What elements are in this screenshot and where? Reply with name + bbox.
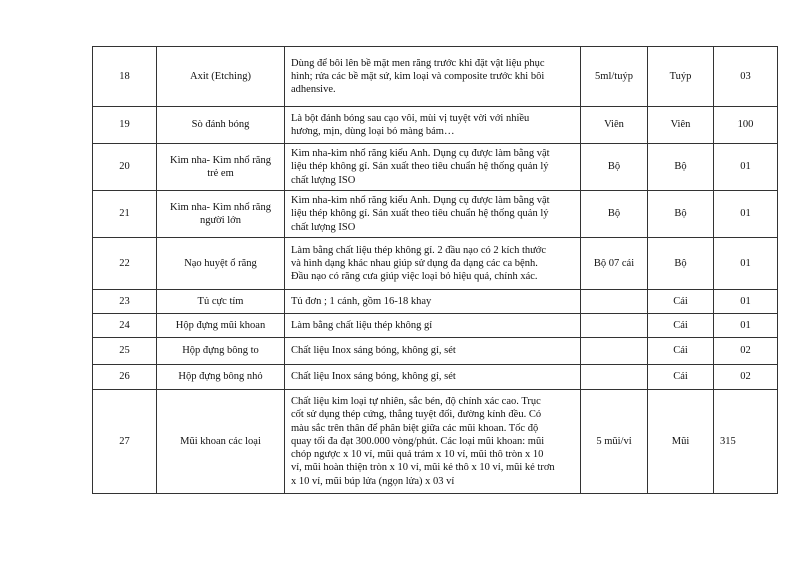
table-row xyxy=(93,338,778,365)
item-name xyxy=(157,191,285,238)
description-line: chóp ngược x 10 vỉ, mũi quả trám x 10 vỉ, mũi thô tròn x 10 xyxy=(291,449,544,461)
item-name: Sò đánh bóng xyxy=(157,107,285,144)
description-line: Kìm nha-kìm nhổ răng kiểu Anh. Dụng cụ được làm bằng vật xyxy=(291,148,550,160)
item-unit: Tuýp xyxy=(648,47,714,107)
row-number: 18 xyxy=(93,47,157,107)
table-row xyxy=(93,144,778,191)
description-line: Chất liệu kim loại tự nhiên, sắc bén, độ chính xác cao. Trục xyxy=(291,395,541,407)
item-description xyxy=(285,338,581,365)
row-number: 20 xyxy=(93,144,157,191)
row-number: 22 xyxy=(93,238,157,290)
item-spec: Bộ xyxy=(581,144,648,191)
description-line: quay tối đa đạt 300.000 vòng/phút. Các loại mũi khoan: mũi xyxy=(291,435,545,447)
item-spec: Viên xyxy=(581,107,648,144)
item-name: Mũi khoan các loại xyxy=(157,390,285,494)
item-unit: Bộ xyxy=(648,144,714,191)
item-quantity: 01 xyxy=(714,238,778,290)
item-quantity: 01 xyxy=(714,290,778,314)
description-line: adhensive. xyxy=(291,84,336,96)
description-line: Tủ đơn ; 1 cánh, gồm 16-18 khay xyxy=(291,295,432,307)
item-name: Hộp đựng mũi khoan xyxy=(157,314,285,338)
table-row xyxy=(93,365,778,390)
item-name: Hộp đựng bông to xyxy=(157,338,285,365)
row-number: 24 xyxy=(93,314,157,338)
description-line: liệu thép không gỉ. Sản xuất theo tiêu chuẩn hệ thống quản lý xyxy=(291,208,549,220)
description-line: liệu thép không gỉ. Sản xuất theo tiêu chuẩn hệ thống quản lý xyxy=(291,161,549,173)
item-name: Hộp đựng bông nhỏ xyxy=(157,365,285,390)
item-unit: Bộ xyxy=(648,191,714,238)
item-unit: Cái xyxy=(648,338,714,365)
table-row xyxy=(93,107,778,144)
table-row xyxy=(93,314,778,338)
table-row xyxy=(93,290,778,314)
description-line: chất lượng ISO xyxy=(291,174,356,186)
description-line: Đầu nạo có răng cưa giúp việc loại bỏ hiệu quả, chính xác. xyxy=(291,271,538,283)
item-spec: Bộ xyxy=(581,191,648,238)
description-line: Chất liệu Inox sáng bóng, không gỉ, sét xyxy=(291,345,456,357)
description-line: Làm bằng chất liệu thép không gỉ. 2 đầu nạo có 2 kích thước xyxy=(291,244,547,256)
description-line: chất lượng ISO xyxy=(291,221,356,233)
item-quantity: 02 xyxy=(714,365,778,390)
table-row xyxy=(93,238,778,290)
row-number: 26 xyxy=(93,365,157,390)
row-number: 25 xyxy=(93,338,157,365)
description-line: cốt sử dụng thép cứng, thẳng tuyệt đối, đường kính đều. Có xyxy=(291,409,542,421)
item-quantity: 01 xyxy=(714,191,778,238)
description-line: Làm bằng chất liệu thép không gỉ xyxy=(291,319,433,331)
item-spec xyxy=(581,338,648,365)
item-description xyxy=(285,314,581,338)
item-spec: Bộ 07 cái xyxy=(581,238,648,290)
item-name: Tủ cực tím xyxy=(157,290,285,314)
item-name-line: Kìm nha- Kìm nhổ răng xyxy=(170,201,271,213)
item-name-line: Kìm nha- Kìm nhổ răng xyxy=(170,154,271,166)
item-description xyxy=(285,191,581,238)
item-description xyxy=(285,290,581,314)
description-line: Chất liệu Inox sáng bóng, không gỉ, sét xyxy=(291,371,456,383)
row-number: 21 xyxy=(93,191,157,238)
description-line: Kìm nha-kìm nhổ răng kiểu Anh. Dụng cụ được làm bằng vật xyxy=(291,195,550,207)
description-line: hình; rửa các bề mặt sứ, kim loại và composite trước khi bôi xyxy=(291,70,545,82)
item-quantity: 02 xyxy=(714,338,778,365)
item-description xyxy=(285,365,581,390)
item-name: Axit (Etching) xyxy=(157,47,285,107)
item-unit: Cái xyxy=(648,290,714,314)
description-line: x 10 vỉ, mũi búp lửa (ngọn lửa) x 03 vỉ xyxy=(291,475,455,487)
item-quantity: 01 xyxy=(714,314,778,338)
row-number: 23 xyxy=(93,290,157,314)
item-quantity: 100 xyxy=(714,107,778,144)
item-unit: Mũi xyxy=(648,390,714,494)
item-spec xyxy=(581,365,648,390)
item-name-line: người lớn xyxy=(199,215,241,226)
description-line: hương, mịn, dùng loại bỏ màng bám… xyxy=(291,126,455,137)
description-line: vỉ, mũi hoàn thiện tròn x 10 vỉ, mũi kẻ thô x 10 vỉ, mũi kẻ trơn xyxy=(291,462,555,474)
row-number: 27 xyxy=(93,390,157,494)
item-description xyxy=(285,390,581,494)
item-quantity: 01 xyxy=(714,144,778,191)
item-spec xyxy=(581,290,648,314)
item-description xyxy=(285,144,581,191)
item-name xyxy=(157,144,285,191)
item-description xyxy=(285,107,581,144)
item-description xyxy=(285,47,581,107)
item-unit: Cái xyxy=(648,365,714,390)
table-row xyxy=(93,191,778,238)
item-unit: Viên xyxy=(648,107,714,144)
description-line: Dùng để bôi lên bề mặt men răng trước khi đặt vật liệu phục xyxy=(291,57,545,69)
row-number: 19 xyxy=(93,107,157,144)
item-spec: 5 mũi/vỉ xyxy=(581,390,648,494)
item-spec xyxy=(581,314,648,338)
description-line: màu sắc trên thân để phân biệt giữa các mũi khoan. Tốc độ xyxy=(291,422,539,434)
item-unit: Cái xyxy=(648,314,714,338)
table-row xyxy=(93,390,778,494)
item-unit: Bộ xyxy=(648,238,714,290)
item-description xyxy=(285,238,581,290)
description-line: và hình dạng khác nhau giúp sử dụng đa dạng các ca bệnh. xyxy=(291,257,538,269)
table-row xyxy=(93,47,778,107)
item-spec: 5ml/tuýp xyxy=(581,47,648,107)
equipment-table xyxy=(92,46,778,494)
item-name: Nạo huyệt ổ răng xyxy=(157,238,285,290)
description-line: Là bột đánh bóng sau cạo vôi, mùi vị tuyệt vời với nhiều xyxy=(291,112,530,124)
item-quantity: 315 xyxy=(714,390,778,494)
item-name-line: trẻ em xyxy=(207,168,234,179)
item-quantity: 03 xyxy=(714,47,778,107)
